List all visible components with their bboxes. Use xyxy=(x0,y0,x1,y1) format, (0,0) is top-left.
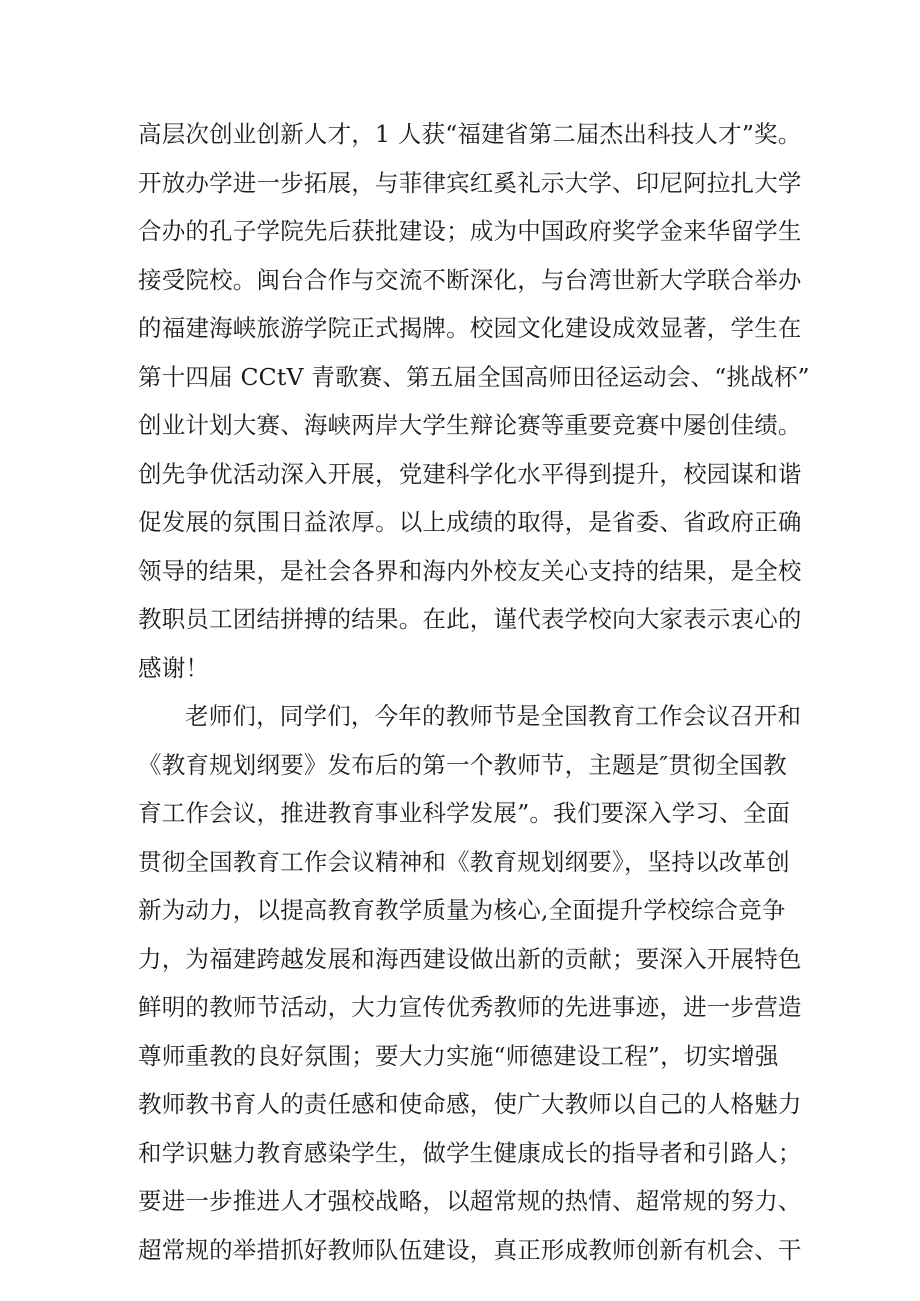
text-line: 开放办学进一步拓展，与菲律宾红奚礼示大学、印尼阿拉扎大学 xyxy=(138,168,802,197)
text-line: 合办的孔子学院先后获批建设；成为中国政府奖学金来华留学生 xyxy=(138,217,802,245)
text-line: 的福建海峡旅游学院正式揭牌。校园文化建设成效显著，学生在 xyxy=(138,314,802,342)
text-line: 超常规的举措抓好教师队伍建设，真正形成教师创新有机会、干 xyxy=(138,1235,802,1264)
text-line: 教师教书育人的责任感和使命感，使广大教师以自己的人格魅力 xyxy=(138,1090,802,1118)
text-line: 第十四届 CCtV 青歌赛、第五届全国高师田径运动会、“挑战杯” xyxy=(138,362,810,391)
text-line: 尊师重教的良好氛围；要大力实施“师德建设工程”，切实增强 xyxy=(138,1041,779,1070)
text-line: 育工作会议，推进教育事业科学发展”。我们要深入学习、全面 xyxy=(138,799,791,827)
text-line: 力，为福建跨越发展和海西建设做出新的贡献；要深入开展特色 xyxy=(138,944,802,973)
text-line: 《教育规划纲要》发布后的第一个教师节，主题是″贯彻全国教 xyxy=(138,750,787,779)
text-line: 鲜明的教师节活动，大力宣传优秀教师的先进事迹，进一步营造 xyxy=(138,993,802,1021)
text-line: 和学识魅力教育感染学生，做学生健康成长的指导者和引路人； xyxy=(138,1138,802,1167)
text-line: 要进一步推进人才强校战略，以超常规的热情、超常规的努力、 xyxy=(138,1187,802,1215)
body-text xyxy=(138,110,810,1274)
text-line: 接受院校。闽台合作与交流不断深化，与台湾世新大学联合举办 xyxy=(138,265,802,294)
text-line: 领导的结果，是社会各界和海内外校友关心支持的结果，是全校 xyxy=(138,556,802,585)
text-line: 高层次创业创新人才，1 人获“福建省第二届杰出科技人才”奖。 xyxy=(138,120,802,148)
paragraph-start-line: 老师们，同学们，今年的教师节是全国教育工作会议召开和 xyxy=(185,702,802,730)
text-line: 创先争优活动深入开展，党建科学化水平得到提升，校园谋和谐 xyxy=(138,459,802,488)
text-line: 新为动力，以提高教育教学质量为核心,全面提升学校综合竞争 xyxy=(138,896,786,924)
text-line: 感谢！ xyxy=(138,653,210,682)
text-line: 促发展的氛围日益浓厚。以上成绩的取得，是省委、省政府正确 xyxy=(138,508,802,536)
text-line: 贯彻全国教育工作会议精神和《教育规划纲要》，坚持以改革创 xyxy=(138,847,790,876)
text-line: 创业计划大赛、海峡两岸大学生辩论赛等重要竞赛中屡创佳绩。 xyxy=(138,411,802,439)
text-line: 教职员工团结拼搏的结果。在此，谨代表学校向大家表示衷心的 xyxy=(138,605,802,633)
